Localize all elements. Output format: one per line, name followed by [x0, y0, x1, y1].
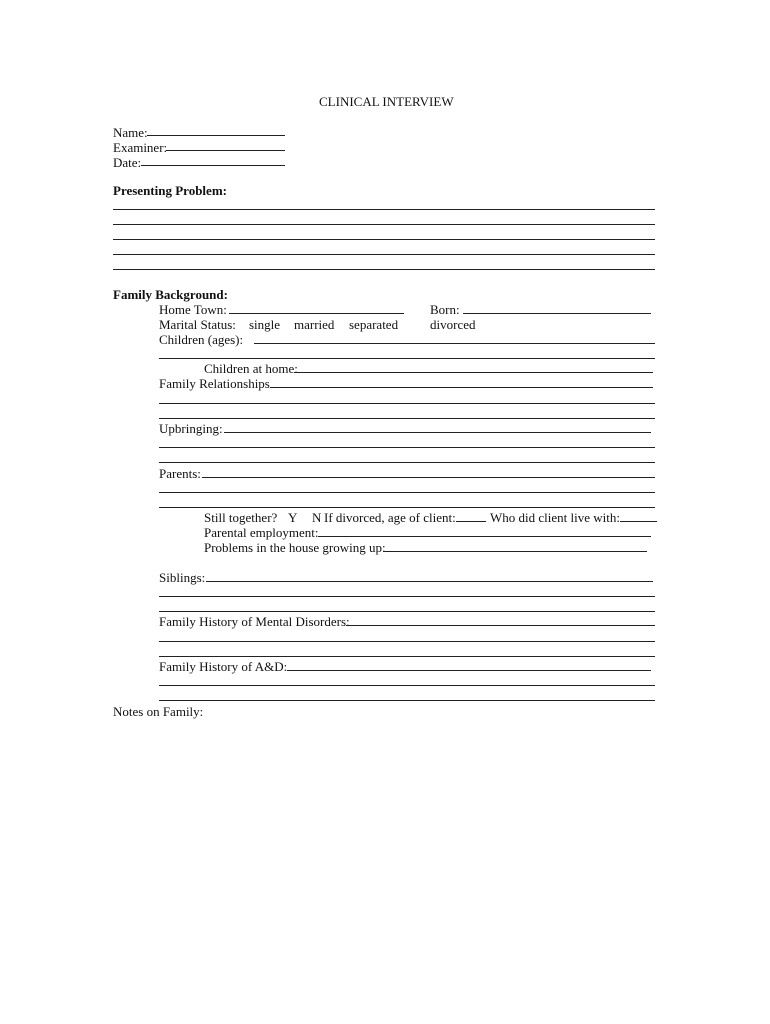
- siblings-field[interactable]: [206, 581, 653, 582]
- presenting-problem-line[interactable]: [113, 239, 655, 240]
- siblings-label: Siblings:: [159, 570, 206, 585]
- problems-in-house-field[interactable]: [383, 551, 647, 552]
- parents-field[interactable]: [202, 477, 655, 478]
- name-label: Name:: [113, 125, 148, 140]
- date-label: Date:: [113, 155, 142, 170]
- parents-field-extra[interactable]: [159, 492, 655, 493]
- name-field[interactable]: [147, 135, 285, 136]
- still-together-yes[interactable]: Y: [288, 510, 298, 525]
- parents-field-extra[interactable]: [159, 507, 655, 508]
- children-ages-label: Children (ages):: [159, 332, 244, 347]
- upbringing-field-extra[interactable]: [159, 447, 655, 448]
- parental-employment-label: Parental employment:: [204, 525, 319, 540]
- examiner-field[interactable]: [166, 150, 285, 151]
- family-relationships-field-extra[interactable]: [159, 403, 655, 404]
- parents-label: Parents:: [159, 466, 201, 481]
- examiner-label: Examiner:: [113, 140, 168, 155]
- still-together-label: Still together?: [204, 510, 278, 525]
- family-history-mental-field-extra[interactable]: [159, 641, 655, 642]
- family-background-heading: Family Background:: [113, 287, 228, 302]
- marital-option-separated[interactable]: separated: [349, 317, 399, 332]
- notes-on-family-label: Notes on Family:: [113, 704, 204, 719]
- children-at-home-label: Children at home:: [204, 361, 298, 376]
- presenting-problem-line[interactable]: [113, 269, 655, 270]
- form-title: CLINICAL INTERVIEW: [319, 94, 454, 109]
- children-ages-field-extra[interactable]: [159, 358, 655, 359]
- upbringing-label: Upbringing:: [159, 421, 223, 436]
- date-field[interactable]: [141, 165, 285, 166]
- who-did-client-live-with-label: Who did client live with:: [490, 510, 620, 525]
- siblings-field-extra[interactable]: [159, 596, 655, 597]
- problems-in-house-label: Problems in the house growing up:: [204, 540, 386, 555]
- family-relationships-field-extra[interactable]: [159, 418, 655, 419]
- age-of-client-field[interactable]: [456, 521, 486, 522]
- marital-status-label: Marital Status:: [159, 317, 236, 332]
- marital-option-divorced[interactable]: divorced: [430, 317, 476, 332]
- family-history-ad-field-extra[interactable]: [159, 700, 655, 701]
- still-together-no[interactable]: N: [312, 510, 322, 525]
- who-did-client-live-with-field[interactable]: [620, 521, 657, 522]
- if-divorced-label: If divorced, age of client:: [324, 510, 456, 525]
- marital-option-single[interactable]: single: [249, 317, 281, 332]
- home-town-field[interactable]: [229, 313, 404, 314]
- parental-employment-field[interactable]: [318, 536, 651, 537]
- upbringing-field[interactable]: [224, 432, 651, 433]
- born-label: Born:: [430, 302, 460, 317]
- family-history-mental-field-extra[interactable]: [159, 656, 655, 657]
- born-field[interactable]: [463, 313, 651, 314]
- family-history-ad-label: Family History of A&D:: [159, 659, 288, 674]
- presenting-problem-line[interactable]: [113, 254, 655, 255]
- presenting-problem-line[interactable]: [113, 209, 655, 210]
- presenting-problem-line[interactable]: [113, 224, 655, 225]
- family-history-mental-field[interactable]: [346, 625, 655, 626]
- upbringing-field-extra[interactable]: [159, 462, 655, 463]
- siblings-field-extra[interactable]: [159, 611, 655, 612]
- children-at-home-field[interactable]: [294, 372, 653, 373]
- family-history-ad-field[interactable]: [287, 670, 651, 671]
- presenting-problem-heading: Presenting Problem:: [113, 183, 227, 198]
- family-relationships-field[interactable]: [270, 387, 653, 388]
- family-history-mental-label: Family History of Mental Disorders:: [159, 614, 350, 629]
- family-history-ad-field-extra[interactable]: [159, 685, 655, 686]
- family-relationships-label: Family Relationships: [159, 376, 270, 391]
- marital-option-married[interactable]: married: [294, 317, 335, 332]
- home-town-label: Home Town:: [159, 302, 227, 317]
- children-ages-field[interactable]: [254, 343, 655, 344]
